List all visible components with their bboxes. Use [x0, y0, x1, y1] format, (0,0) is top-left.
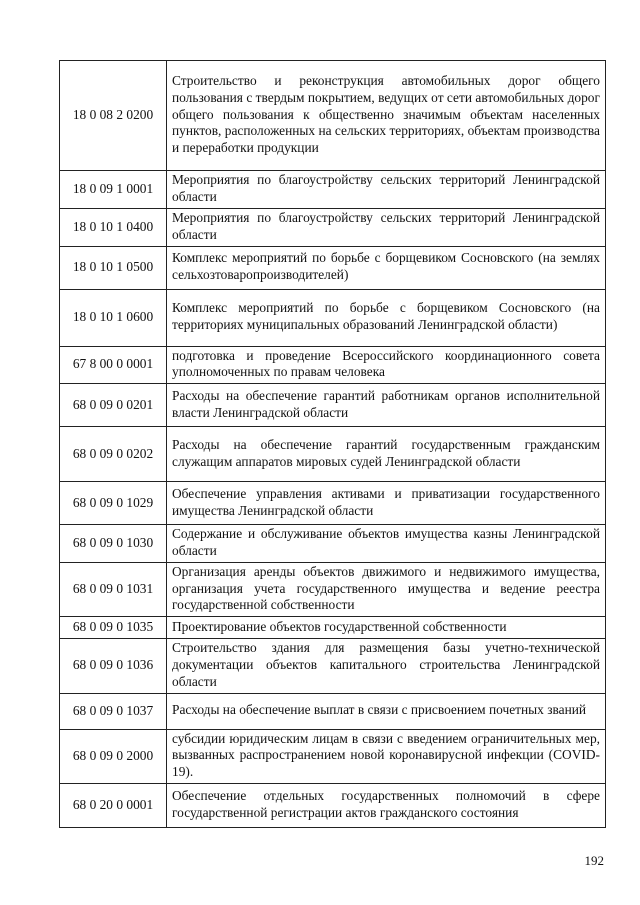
- table-row: [60, 729, 606, 783]
- row-description: Расходы на обеспечение гарантий государственным гражданским служащим аппаратов мировых судей Ленинградской области: [167, 427, 606, 482]
- table-row: [60, 525, 606, 563]
- row-description: Расходы на обеспечение гарантий работникам органов исполнительной власти Ленинградской области: [167, 384, 606, 427]
- row-code: 18 0 09 1 0001: [60, 171, 167, 209]
- row-code: 18 0 10 1 0400: [60, 208, 167, 246]
- row-code: 68 0 09 0 1036: [60, 639, 167, 693]
- table-row: [60, 693, 606, 729]
- row-code: 68 0 09 0 0202: [60, 427, 167, 482]
- row-code: 68 0 09 0 1030: [60, 525, 167, 563]
- row-code: 18 0 10 1 0600: [60, 289, 167, 346]
- table-row: [60, 346, 606, 384]
- row-code: 68 0 09 0 1037: [60, 693, 167, 729]
- row-description: Строительство здания для размещения базы учетно-технической документации объектов капитального строительства Ленинградской области: [167, 639, 606, 693]
- table-row: [60, 208, 606, 246]
- table-row: [60, 384, 606, 427]
- table-row: [60, 246, 606, 289]
- row-code: 18 0 08 2 0200: [60, 61, 167, 171]
- row-code: 68 0 09 0 1029: [60, 482, 167, 525]
- table-row: [60, 61, 606, 171]
- table-row: [60, 562, 606, 616]
- row-description: Комплекс мероприятий по борьбе с борщевиком Сосновского (на землях сельхозтоваропроизводителей): [167, 246, 606, 289]
- row-description: Обеспечение отдельных государственных полномочий в сфере государственной регистрации актов гражданского состояния: [167, 783, 606, 827]
- row-description: подготовка и проведение Всероссийского координационного совета уполномоченных по правам человека: [167, 346, 606, 384]
- row-description: Содержание и обслуживание объектов имущества казны Ленинградской области: [167, 525, 606, 563]
- row-description: Обеспечение управления активами и приватизации государственного имущества Ленинградской области: [167, 482, 606, 525]
- row-description: Организация аренды объектов движимого и недвижимого имущества, организация учета государственного имущества и ведение реестра государственной собственности: [167, 562, 606, 616]
- table-row: [60, 171, 606, 209]
- row-description: Проектирование объектов государственной собственности: [167, 617, 606, 639]
- row-description: Мероприятия по благоустройству сельских территорий Ленинградской области: [167, 208, 606, 246]
- row-code: 68 0 09 0 1035: [60, 617, 167, 639]
- row-description: Строительство и реконструкция автомобильных дорог общего пользования с твердым покрытием, ведущих от сети автомобильных дорог общего пользования к общественно значимым объектам населенных пунктов, расположенных на сельских территориях, объектам производства и переработки продукции: [167, 61, 606, 171]
- row-description: Мероприятия по благоустройству сельских территорий Ленинградской области: [167, 171, 606, 209]
- table-row: [60, 783, 606, 827]
- table-row: [60, 639, 606, 693]
- budget-classification-table: [59, 60, 606, 828]
- table-row: [60, 482, 606, 525]
- row-code: 68 0 09 0 2000: [60, 729, 167, 783]
- row-code: 67 8 00 0 0001: [60, 346, 167, 384]
- table-row: [60, 617, 606, 639]
- row-code: 68 0 20 0 0001: [60, 783, 167, 827]
- row-code: 68 0 09 0 0201: [60, 384, 167, 427]
- table-row: [60, 289, 606, 346]
- row-description: субсидии юридическим лицам в связи с введением ограничительных мер, вызванных распространением новой коронавирусной инфекции (COVID-19).: [167, 729, 606, 783]
- row-code: 18 0 10 1 0500: [60, 246, 167, 289]
- page-number: 192: [584, 853, 604, 868]
- row-description: Расходы на обеспечение выплат в связи с присвоением почетных званий: [167, 693, 606, 729]
- table-row: [60, 427, 606, 482]
- row-description: Комплекс мероприятий по борьбе с борщевиком Сосновского (на территориях муниципальных образований Ленинградской области): [167, 289, 606, 346]
- row-code: 68 0 09 0 1031: [60, 562, 167, 616]
